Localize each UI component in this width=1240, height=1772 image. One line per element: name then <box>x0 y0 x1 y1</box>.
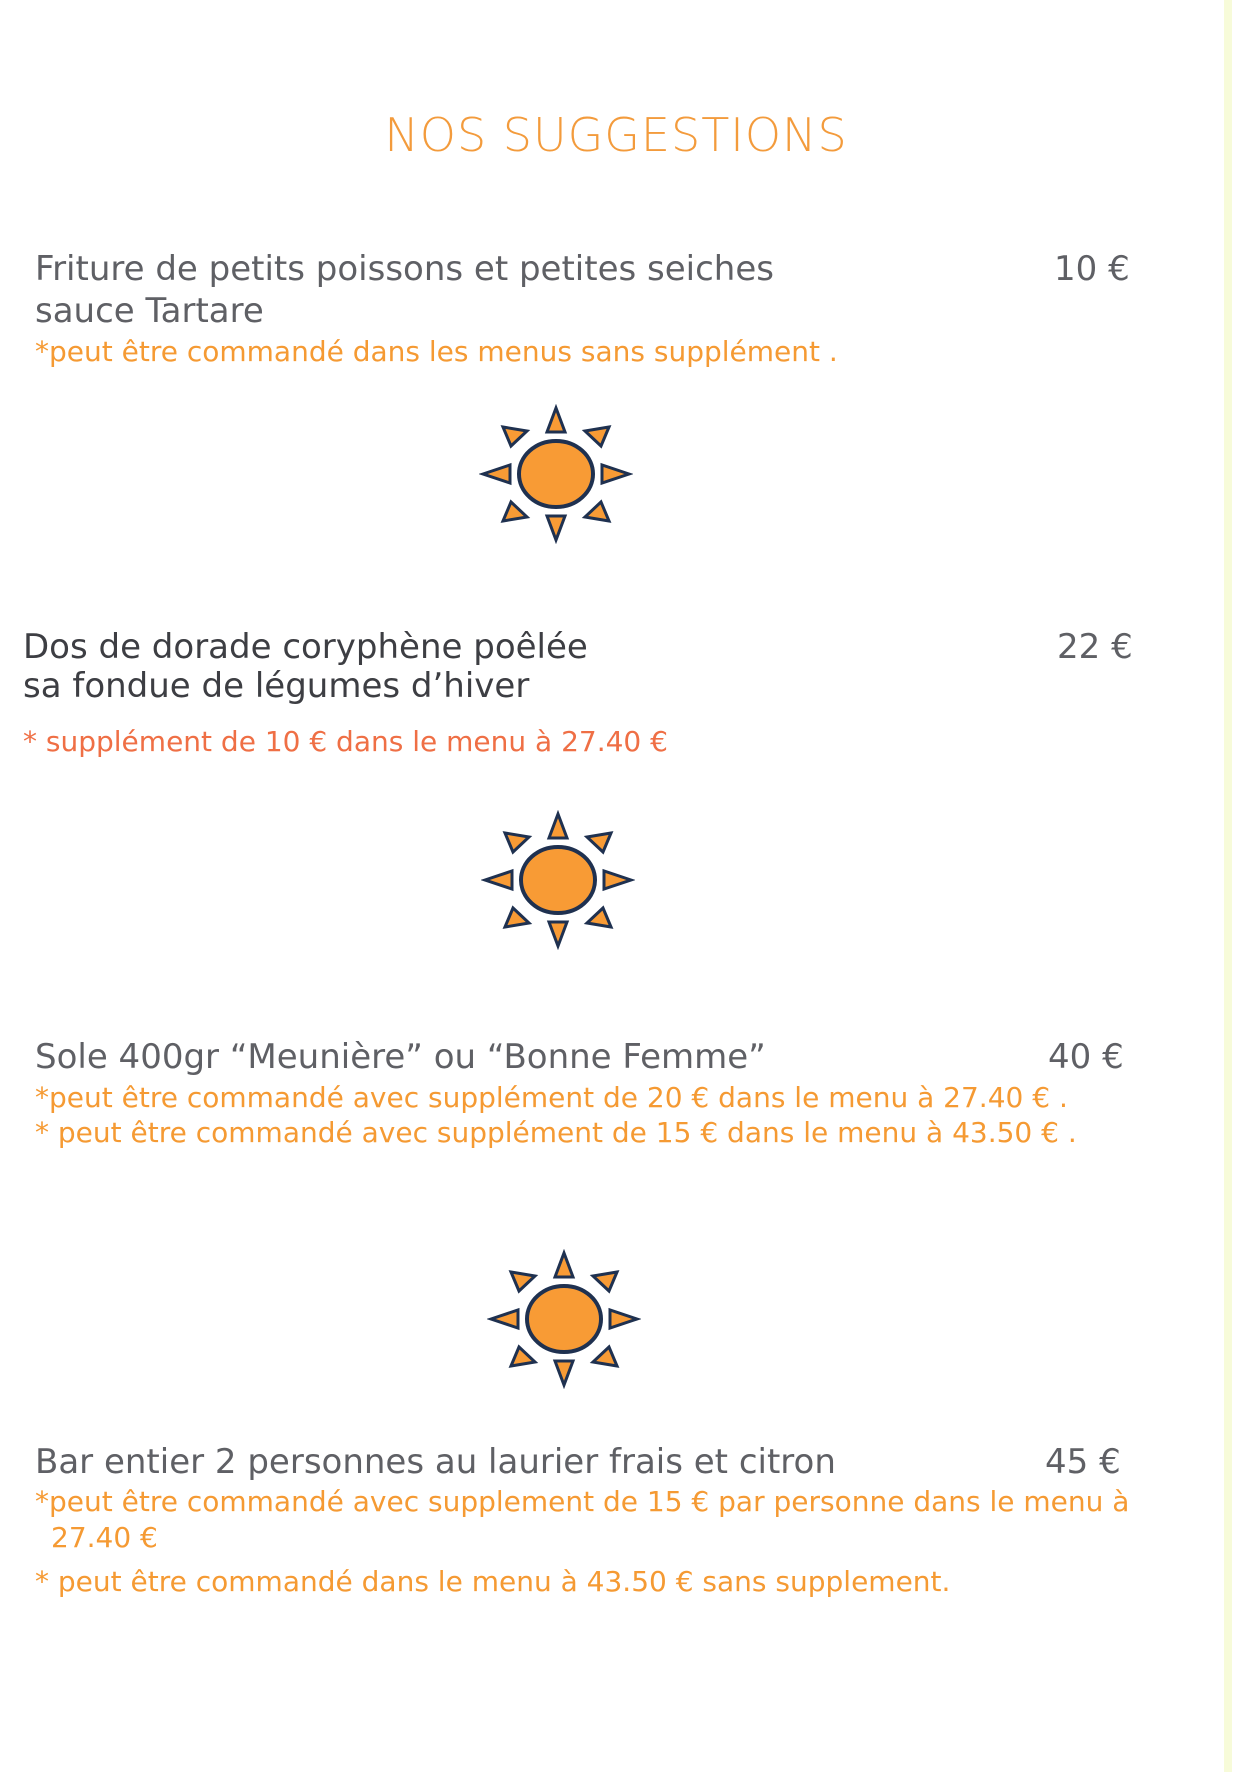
dish-name-line: Dos de dorade coryphène poêlée <box>23 627 588 667</box>
dish-price: 45 € <box>1045 1442 1121 1482</box>
sun-icon-shape <box>485 814 631 946</box>
dish-name-line: sauce Tartare <box>35 291 264 331</box>
menu-note: *peut être commandé avec supplement de 15 € par personne dans le menu à <box>35 1485 1130 1518</box>
menu-note: * supplément de 10 € dans le menu à 27.40 € <box>23 725 668 758</box>
dish-name-line: Bar entier 2 personnes au laurier frais et citron <box>35 1442 836 1482</box>
sun-icon <box>481 810 635 950</box>
dish-name-line: Sole 400gr “Meunière” ou “Bonne Femme” <box>35 1037 766 1077</box>
dish-price: 40 € <box>1048 1037 1124 1077</box>
dish-price: 22 € <box>1057 627 1133 667</box>
menu-note: 27.40 € <box>51 1521 158 1554</box>
dish-name-line: Friture de petits poissons et petites seiches <box>35 249 774 289</box>
dish-price: 10 € <box>1054 249 1130 289</box>
sun-icon <box>479 404 633 544</box>
sun-icon-shape <box>483 408 629 540</box>
menu-note: * peut être commandé dans le menu à 43.50 € sans supplement. <box>35 1565 951 1598</box>
page-title: NOS SUGGESTIONS <box>384 108 848 162</box>
dish-name-line: sa fondue de légumes d’hiver <box>23 666 530 706</box>
menu-note: * peut être commandé avec supplément de 15 € dans le menu à 43.50 € . <box>35 1116 1077 1149</box>
sun-icon <box>487 1249 641 1389</box>
sun-icon-shape <box>491 1253 637 1385</box>
menu-note: *peut être commandé avec supplément de 20 € dans le menu à 27.40 € . <box>35 1081 1068 1114</box>
menu-note: *peut être commandé dans les menus sans supplément . <box>35 335 838 368</box>
page-edge-strip <box>1224 0 1232 1772</box>
